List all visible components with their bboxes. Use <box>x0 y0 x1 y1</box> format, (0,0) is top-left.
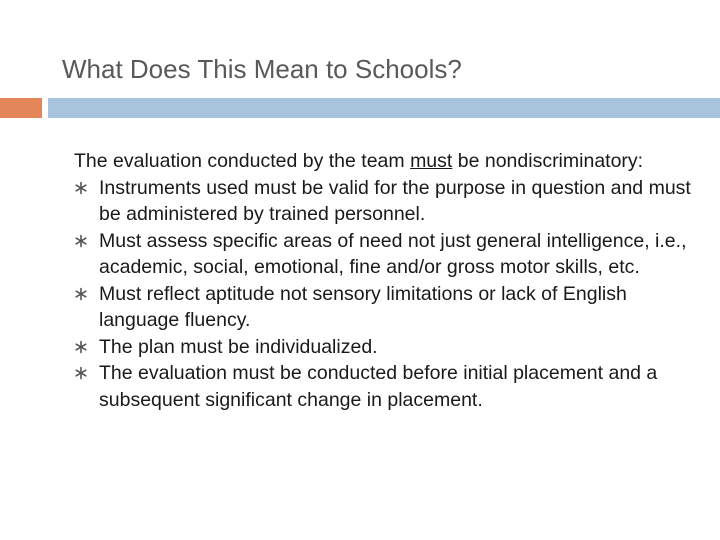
accent-bar-blue <box>48 98 720 118</box>
bullet-text: Must reflect aptitude not sensory limitations or lack of English language fluency. <box>99 282 627 331</box>
intro-emphasis: must <box>410 150 453 172</box>
intro-text-end: be nondiscriminatory: <box>452 150 644 172</box>
asterisk-bullet-icon <box>74 181 88 195</box>
asterisk-bullet-icon <box>74 234 88 248</box>
list-item <box>74 360 704 413</box>
asterisk-bullet-icon <box>74 340 88 354</box>
list-item <box>74 281 704 334</box>
bullet-text: The plan must be individualized. <box>99 335 378 358</box>
bullet-text: Must assess specific areas of need not just general intelligence, i.e., academic, social, emotional, fine and/or gross motor skills, etc. <box>99 229 687 278</box>
bullet-text: Instruments used must be valid for the purpose in question and must be administered by trained personnel. <box>99 176 691 225</box>
list-item <box>74 228 704 281</box>
slide-title: What Does This Mean to Schools? <box>62 54 462 84</box>
asterisk-bullet-icon <box>74 287 88 301</box>
intro-paragraph <box>74 148 704 175</box>
bullet-list <box>74 175 704 414</box>
list-item <box>74 175 704 228</box>
accent-bar-orange <box>0 98 42 118</box>
bullet-text: The evaluation must be conducted before initial placement and a subsequent significant change in placement. <box>99 362 658 411</box>
asterisk-bullet-icon <box>74 366 88 380</box>
list-item <box>74 334 704 361</box>
slide-body <box>74 148 704 413</box>
intro-text-start: The evaluation conducted by the team <box>74 150 411 172</box>
